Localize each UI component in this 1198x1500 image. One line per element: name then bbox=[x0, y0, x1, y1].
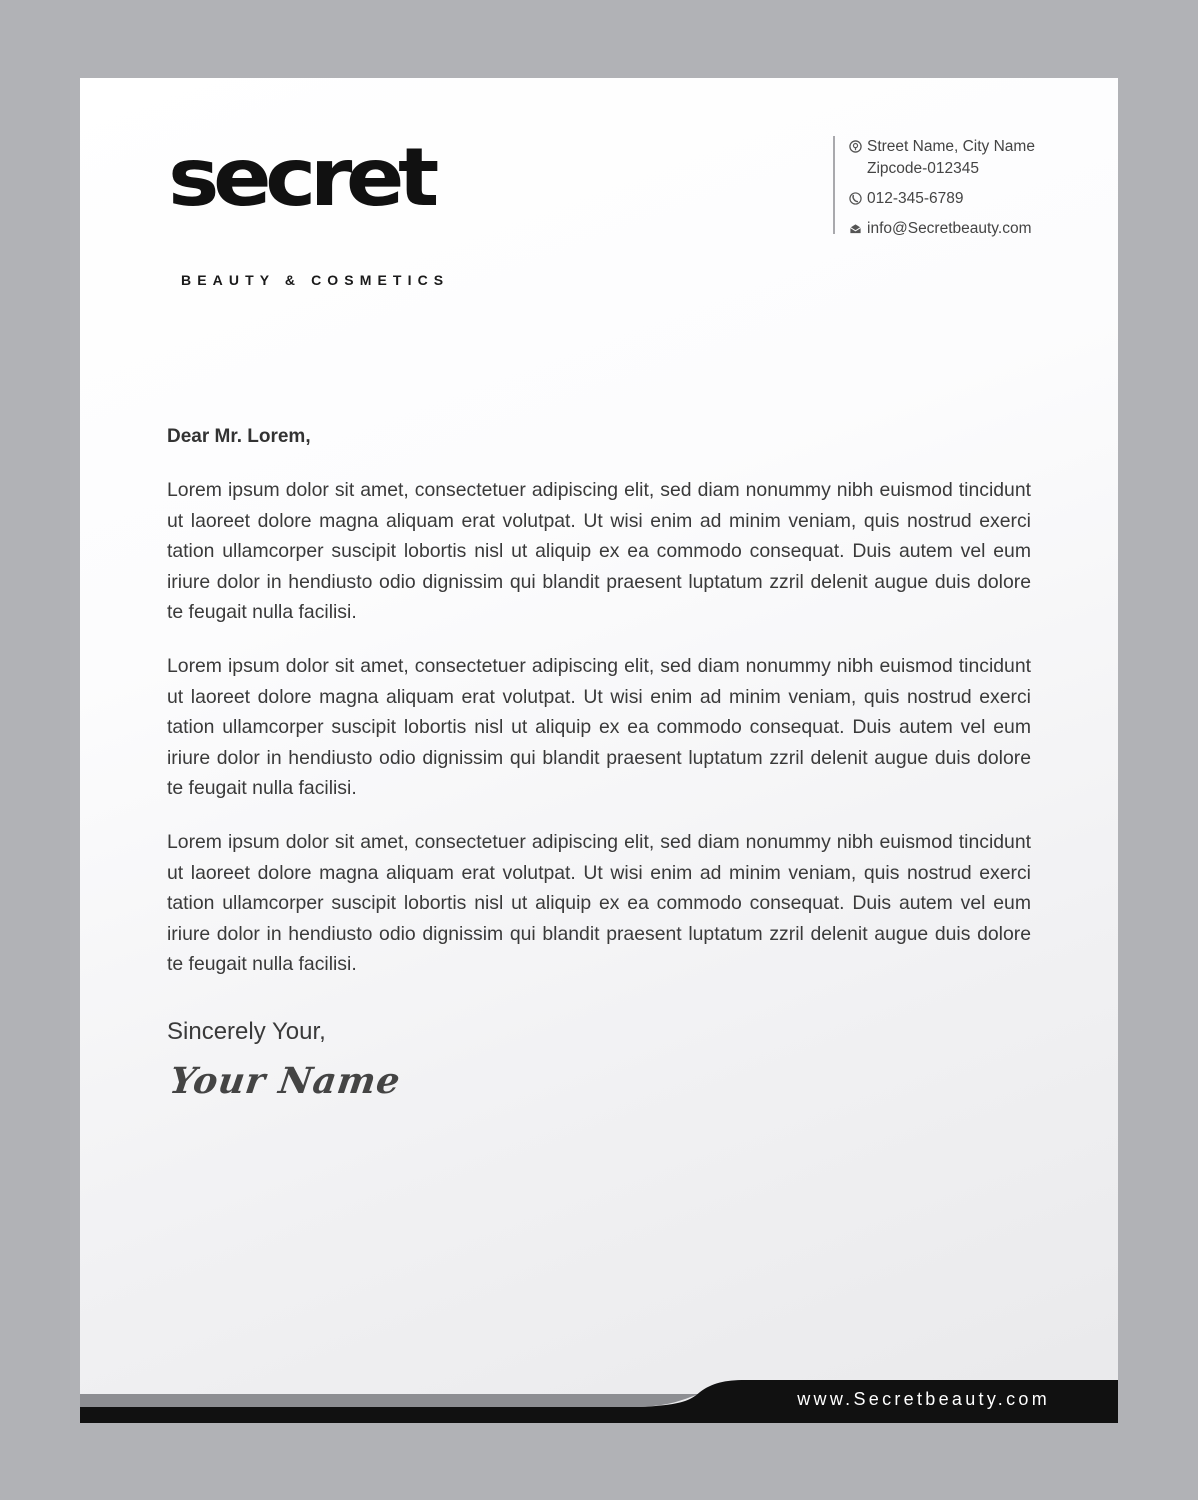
logo-tagline: BEAUTY & COSMETICS bbox=[181, 272, 450, 288]
company-logo bbox=[168, 130, 468, 288]
address bbox=[849, 136, 1035, 180]
body-paragraph: Lorem ipsum dolor sit amet, consectetuer adipiscing elit, sed diam nonummy nibh euismod tincidunt ut laoreet dolore magna aliquam erat volutpat. Ut wisi enim ad minim veniam, quis nostrud exerci tation ullamcorper suscipit lobortis nisl ut aliquip ex ea commodo consequat. Duis autem vel eum iriure dolor in hendiusto odio dignissim qui blandit praesent luptatum zzril delenit augue duis dolore te feugait nulla facilisi. bbox=[167, 831, 1031, 975]
footer-accent-stripe bbox=[80, 1394, 700, 1407]
contact-block bbox=[833, 136, 1035, 237]
phone-icon bbox=[849, 192, 862, 205]
body-paragraph: Lorem ipsum dolor sit amet, consectetuer adipiscing elit, sed diam nonummy nibh euismod tincidunt ut laoreet dolore magna aliquam erat volutpat. Ut wisi enim ad minim veniam, quis nostrud exerci tation ullamcorper suscipit lobortis nisl ut aliquip ex ea commodo consequat. Duis autem vel eum iriure dolor in hendiusto odio dignissim qui blandit praesent luptatum zzril delenit augue duis dolore te feugait nulla facilisi. bbox=[167, 479, 1031, 623]
address-line-2: Zipcode-012345 bbox=[867, 160, 980, 177]
phone-number: 012-345-6789 bbox=[867, 190, 964, 207]
location-pin-icon bbox=[849, 140, 862, 153]
body-paragraph: Lorem ipsum dolor sit amet, consectetuer adipiscing elit, sed diam nonummy nibh euismod tincidunt ut laoreet dolore magna aliquam erat volutpat. Ut wisi enim ad minim veniam, quis nostrud exerci tation ullamcorper suscipit lobortis nisl ut aliquip ex ea commodo consequat. Duis autem vel eum iriure dolor in hendiusto odio dignissim qui blandit praesent luptatum zzril delenit augue duis dolore te feugait nulla facilisi. bbox=[167, 655, 1031, 799]
salutation: Dear Mr. Lorem, bbox=[167, 426, 311, 447]
closing-line: Sincerely Your, bbox=[167, 1018, 326, 1045]
address-line-1: Street Name, City Name bbox=[867, 138, 1035, 155]
envelope-icon bbox=[849, 222, 862, 235]
letterhead-page bbox=[80, 78, 1118, 1423]
website-url[interactable]: www.Secretbeauty.com bbox=[797, 1389, 1050, 1409]
signature: Your Name bbox=[167, 1060, 404, 1102]
phone bbox=[849, 188, 1035, 210]
logo-wordmark: secret bbox=[168, 131, 433, 224]
email bbox=[849, 218, 1035, 240]
email-address: info@Secretbeauty.com bbox=[867, 220, 1032, 237]
